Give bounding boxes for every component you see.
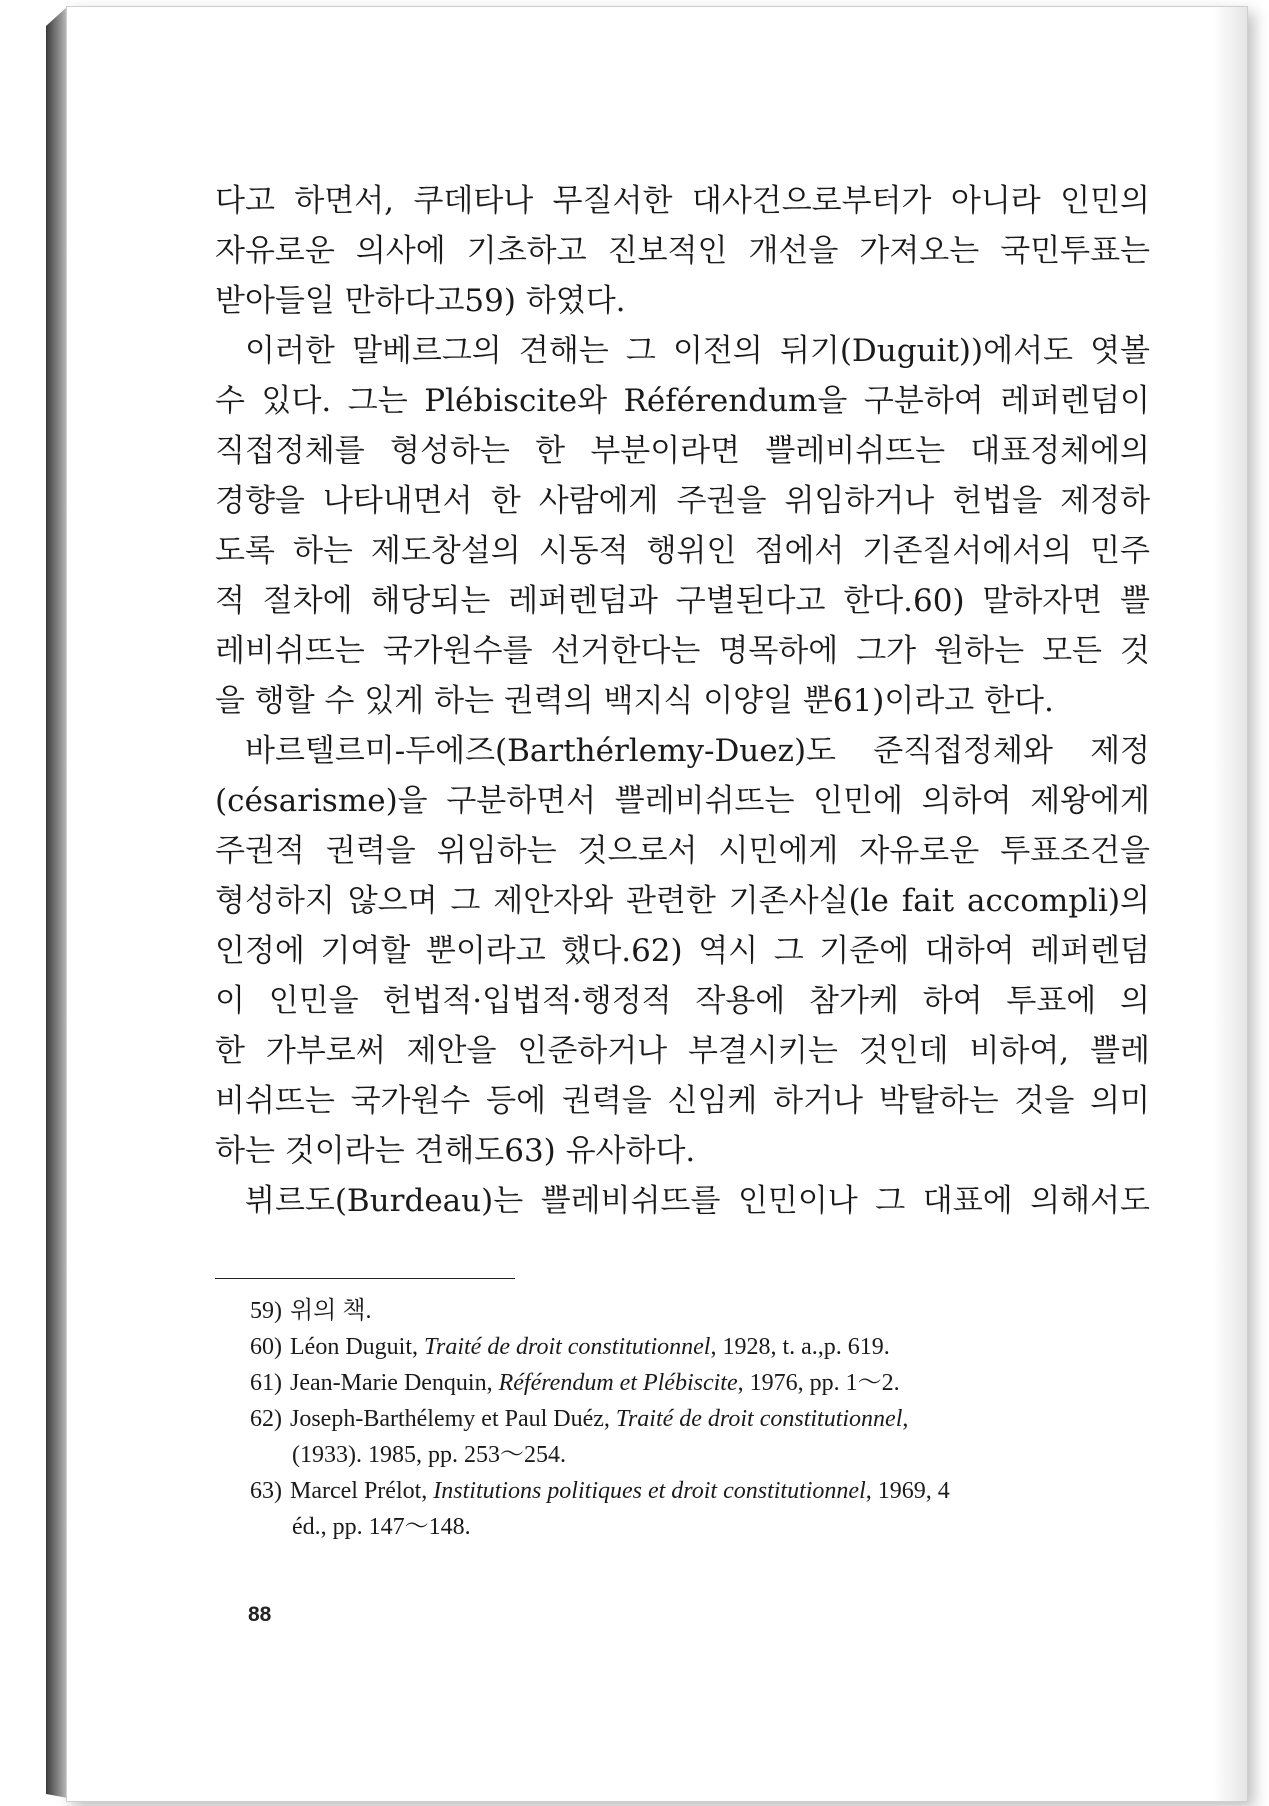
footnote-details: , 1928, t. a.,p. 619.: [710, 1334, 890, 1360]
text-line: 비쉬뜨는 국가원수 등에 권력을 신임케 하거나 박탈하는 것을 의미: [215, 1083, 1150, 1119]
footnote-number: 62): [250, 1406, 282, 1432]
text-line: 경향을 나타내면서 한 사람에게 주권을 위임하거나 헌법을 제정하: [215, 483, 1150, 519]
page-number: 88: [248, 1603, 272, 1626]
footnote-number: 59): [250, 1298, 282, 1324]
footnote-number: 60): [250, 1334, 282, 1360]
footnote-author: Joseph-Barthélemy et Paul Duéz,: [290, 1406, 616, 1432]
text-line: 을 행할 수 있게 하는 권력의 백지식 이양일 뿐61)이라고 한다.: [215, 683, 1054, 719]
footnote-details: , 1969, 4: [865, 1478, 950, 1504]
footnote-60: [250, 1329, 1150, 1365]
footnote-text: 위의 책.: [290, 1298, 372, 1324]
text-line: 다고 하면서, 쿠데타나 무질서한 대사건으로부터가 아니라 인민의: [215, 183, 1150, 219]
footnote-details: ,: [902, 1406, 909, 1432]
text-line: 뷔르도(Burdeau)는 쁠레비쉬뜨를 인민이나 그 대표에 의해서도: [245, 1183, 1150, 1219]
page-shadow: [1213, 7, 1247, 1801]
text-line: 인정에 기여할 뿐이라고 했다.62) 역시 그 기준에 대하여 레퍼렌덤: [215, 933, 1150, 969]
text-line: 받아들일 만하다고59) 하였다.: [215, 283, 626, 319]
footnote-author: Léon Duguit,: [290, 1334, 424, 1360]
footnote-title: Traité de droit constitutionnel: [423, 1334, 711, 1360]
footnote-number: 63): [250, 1478, 282, 1504]
footnote-62: [250, 1401, 1150, 1437]
text-line: 적 절차에 해당되는 레퍼렌덤과 구별된다고 한다.60) 말하자면 쁠: [215, 583, 1150, 619]
text-line: 하는 것이라는 견해도63) 유사하다.: [215, 1133, 696, 1169]
footnote-title: Traité de droit constitutionnel: [615, 1406, 903, 1432]
footnote-59: [250, 1293, 1150, 1329]
text-line: 형성하지 않으며 그 제안자와 관련한 기존사실(le fait accompli)의: [215, 883, 1150, 919]
text-line: 레비쉬뜨는 국가원수를 선거한다는 명목하에 그가 원하는 모든 것: [215, 633, 1150, 669]
text-line: (césarisme)을 구분하면서 쁠레비쉬뜨는 인민에 의하여 제왕에게: [215, 783, 1150, 819]
footnote-61: [250, 1365, 1150, 1401]
footnote-title: Institutions politiques et droit constitutionnel: [433, 1478, 866, 1504]
text-line: 자유로운 의사에 기초하고 진보적인 개선을 가져오는 국민투표는: [215, 233, 1150, 269]
footnote-continuation: éd., pp. 147～148.: [292, 1514, 471, 1540]
footnote-details: , 1976, pp. 1～2.: [737, 1370, 900, 1396]
footnote-author: Jean-Marie Denquin,: [290, 1370, 499, 1396]
text-line: 이 인민을 헌법적·입법적·행정적 작용에 참가케 하여 투표에 의: [215, 983, 1150, 1019]
footnote-number: 61): [250, 1370, 282, 1396]
body-text: [215, 176, 1150, 1226]
footnote-author: Marcel Prélot,: [290, 1478, 434, 1504]
text-line: 한 가부로써 제안을 인준하거나 부결시키는 것인데 비하여, 쁠레: [215, 1033, 1150, 1069]
footnote-continuation: (1933). 1985, pp. 253～254.: [292, 1442, 566, 1468]
text-line: 직접정체를 형성하는 한 부분이라면 쁠레비쉬뜨는 대표정체에의: [215, 433, 1150, 469]
footnote-rule: [215, 1278, 515, 1279]
text-line: 바르텔르미-두에즈(Barthérlemy-Duez)도 준직접정체와 제정: [245, 733, 1150, 769]
text-line: 이러한 말베르그의 견해는 그 이전의 뒤기(Duguit))에서도 엿볼: [245, 333, 1150, 369]
footnotes: [250, 1293, 1150, 1545]
text-line: 주권적 권력을 위임하는 것으로서 시민에게 자유로운 투표조건을: [215, 833, 1150, 869]
footnote-title: Référendum et Plébiscite: [498, 1370, 738, 1396]
text-line: 수 있다. 그는 Plébiscite와 Référendum을 구분하여 레퍼렌덤이: [215, 383, 1150, 419]
footnote-63: [250, 1473, 1150, 1509]
text-line: 도록 하는 제도창설의 시동적 행위인 점에서 기존질서에서의 민주: [215, 533, 1150, 569]
book-edge: [46, 6, 68, 1798]
